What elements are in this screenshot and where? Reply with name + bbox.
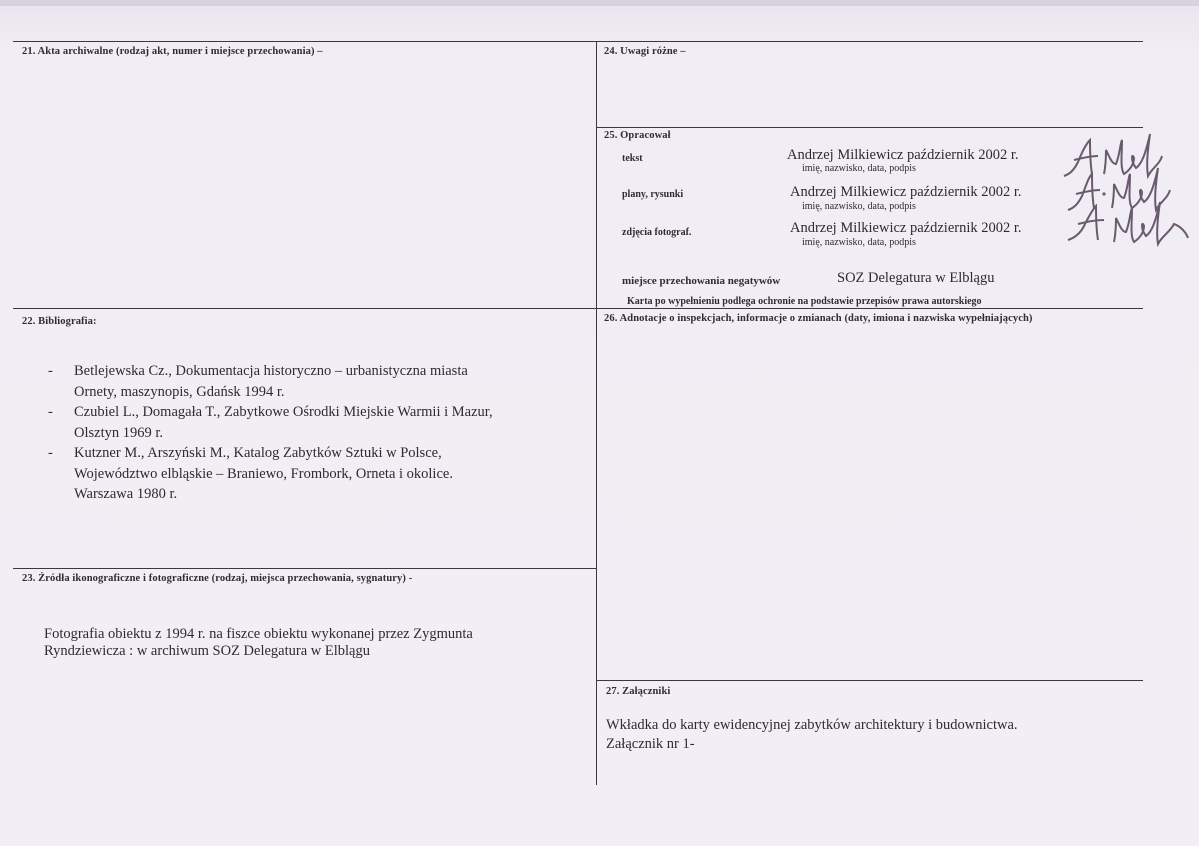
bibliography-line: Województwo elbląskie – Braniewo, Frombork, Orneta i okolice. xyxy=(74,465,453,482)
row-caption-zdjecia: imię, nazwisko, data, podpis xyxy=(802,237,916,248)
list-dash: - xyxy=(48,363,53,379)
bibliography-line: Kutzner M., Arszyński M., Katalog Zabytków Sztuki w Polsce, xyxy=(74,445,442,461)
section-24-header: 24. Uwagi różne – xyxy=(604,46,686,57)
row-value-zdjecia: Andrzej Milkiewicz październik 2002 r. xyxy=(790,220,1022,236)
section-21-header: 21. Akta archiwalne (rodzaj akt, numer i miejsce przechowania) – xyxy=(22,46,323,57)
bibliography-line: Warszawa 1980 r. xyxy=(74,486,178,502)
copyright-note: Karta po wypełnieniu podlega ochronie na podstawie przepisów prawa autorskiego xyxy=(627,296,982,307)
row-label-zdjecia: zdjęcia fotograf. xyxy=(622,227,692,238)
signature-zdjecia xyxy=(1064,196,1194,254)
negatives-value: SOZ Delegatura w Elblągu xyxy=(837,270,995,286)
list-dash: - xyxy=(48,445,53,461)
rule-above-23 xyxy=(13,568,596,569)
section-22-header: 22. Bibliografia: xyxy=(22,316,97,327)
rule-above-22-26 xyxy=(13,308,1143,309)
row-caption-tekst: imię, nazwisko, data, podpis xyxy=(802,163,916,174)
row-caption-plany: imię, nazwisko, data, podpis xyxy=(802,201,916,212)
negatives-label: miejsce przechowania negatywów xyxy=(622,275,781,287)
section-25-header: 25. Opracował xyxy=(604,130,671,141)
form-top-rule xyxy=(13,41,1143,42)
scan-shadow xyxy=(0,0,1199,6)
bibliography-item xyxy=(48,361,493,402)
row-label-tekst: tekst xyxy=(622,153,643,164)
section-23-line-1: Fotografia obiektu z 1994 r. na fiszce obiektu wykonanej przez Zygmunta xyxy=(44,626,473,642)
rule-above-27 xyxy=(596,680,1143,681)
column-divider xyxy=(596,41,597,785)
section-27-line-2: Załącznik nr 1- xyxy=(606,736,695,752)
list-dash: - xyxy=(48,404,53,420)
section-27-header: 27. Załączniki xyxy=(606,686,671,697)
row-value-plany: Andrzej Milkiewicz październik 2002 r. xyxy=(790,184,1022,200)
bibliography-line: Czubiel L., Domagała T., Zabytkowe Ośrodki Miejskie Warmii i Mazur, xyxy=(74,404,493,420)
bibliography-line: Ornety, maszynopis, Gdańsk 1994 r. xyxy=(74,383,285,400)
row-value-tekst: Andrzej Milkiewicz październik 2002 r. xyxy=(787,147,1019,163)
section-26-header: 26. Adnotacje o inspekcjach, informacje o zmianach (daty, imiona i nazwiska wypełniających) xyxy=(604,313,1033,324)
bibliography-line: Betlejewska Cz., Dokumentacja historyczno – urbanistyczna miasta xyxy=(74,363,468,379)
bibliography-list xyxy=(48,361,493,505)
section-23-header: 23. Źródła ikonograficzne i fotograficzne (rodzaj, miejsca przechowania, sygnatury) - xyxy=(22,573,413,584)
bibliography-item xyxy=(48,443,493,505)
bibliography-line: Olsztyn 1969 r. xyxy=(74,424,164,441)
section-27-line-1: Wkładka do karty ewidencyjnej zabytków architektury i budownictwa. xyxy=(606,717,1018,733)
bibliography-item xyxy=(48,402,493,443)
section-23-line-2: Ryndziewicza : w archiwum SOZ Delegatura w Elblągu xyxy=(44,643,370,659)
row-label-plany: plany, rysunki xyxy=(622,189,684,200)
